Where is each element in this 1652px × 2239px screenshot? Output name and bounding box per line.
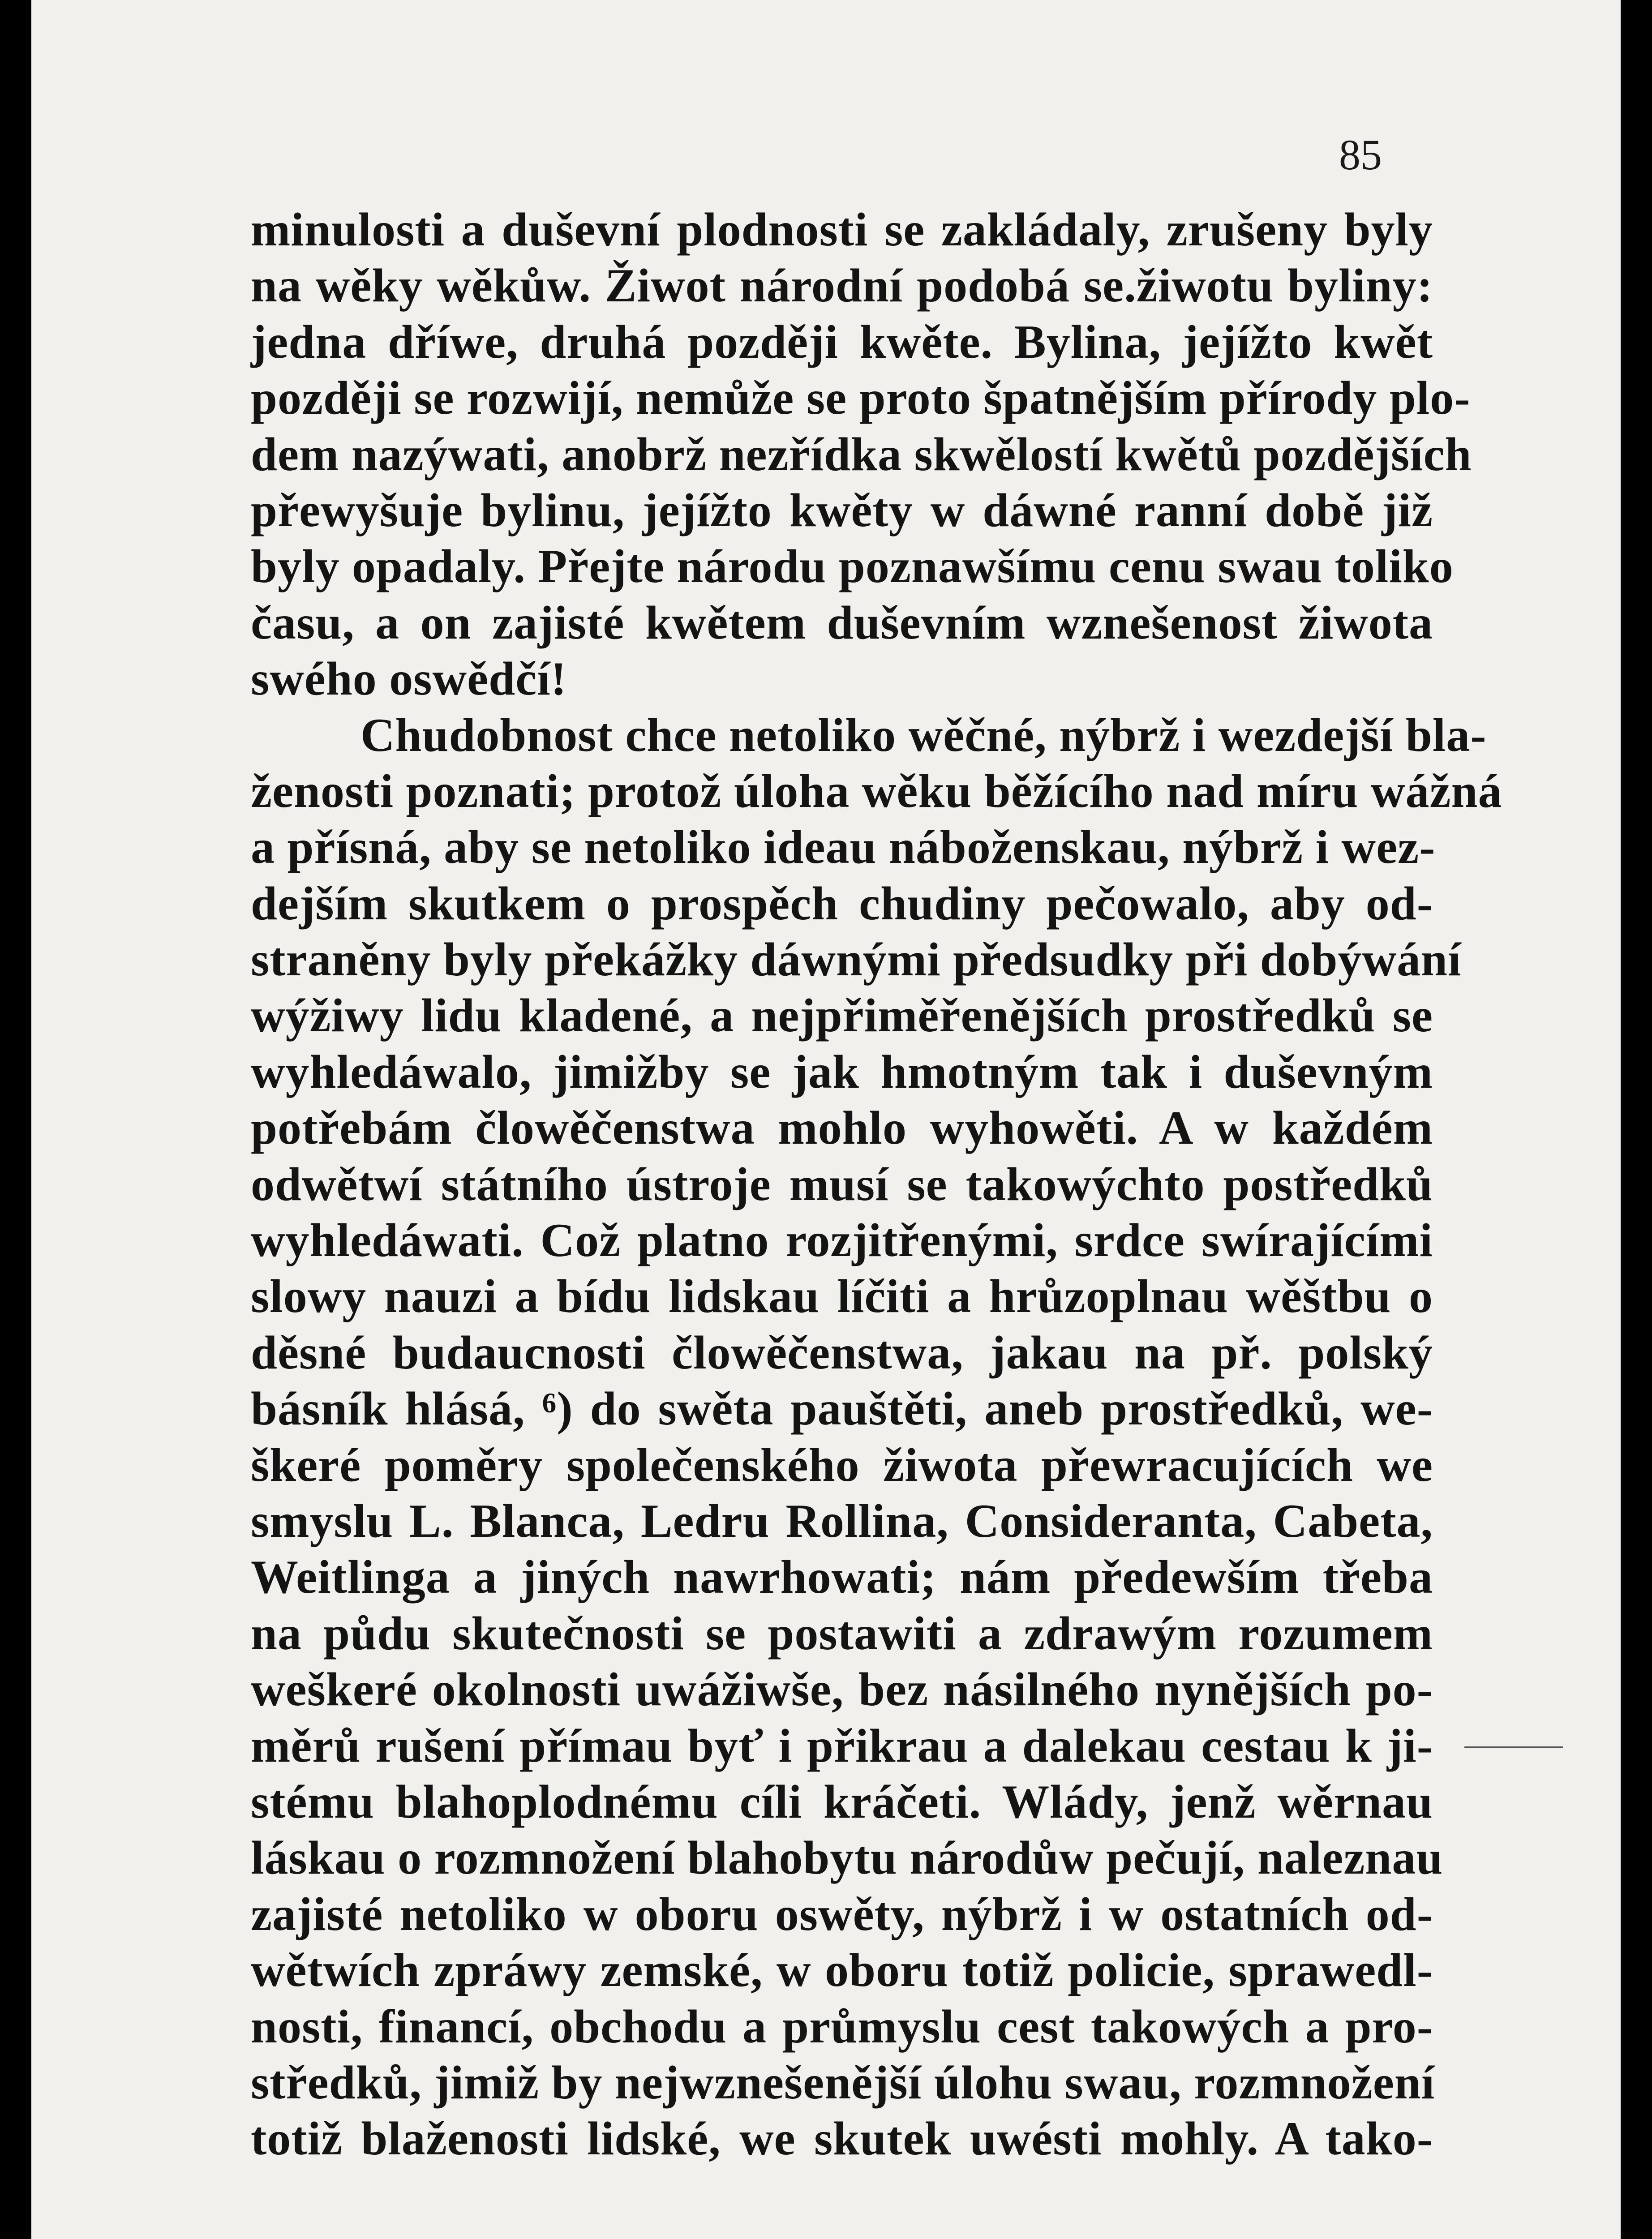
text-line: swého oswědčí! xyxy=(251,652,567,705)
text-line: děsné budaucnosti člowěčenstwa, jakau na př. polský xyxy=(251,1326,1433,1379)
book-page xyxy=(31,0,1626,2239)
text-line: zajisté netoliko w oboru oswěty, nýbrž i w ostatních od- xyxy=(251,1887,1433,1940)
text-line: weškeré okolnosti uwážiwše, bez násilného nynějších po- xyxy=(251,1663,1433,1716)
text-line: potřebám člowěčenstwa mohlo wyhowěti. A w každém xyxy=(251,1102,1433,1154)
text-line: Weitlinga a jiných nawrhowati; nám předewším třeba xyxy=(251,1551,1433,1604)
text-line: odwětwí státního ústroje musí se takowýchto postředků xyxy=(251,1158,1433,1210)
text-line: později se rozwijí, nemůže se proto špatnějším přírody plo- xyxy=(251,372,1471,425)
text-line: jedna dříwe, druhá později kwěte. Bylina, jejížto kwět xyxy=(251,315,1433,368)
text-line: času, a on zajisté kwětem duševním wznešenost žiwota xyxy=(251,596,1433,649)
text-line: slowy nauzi a bídu lidskau líčiti a hrůzoplnau wěštbu o xyxy=(251,1270,1433,1323)
body-text xyxy=(251,202,1502,2167)
text-line: wyhledáwalo, jimižby se jak hmotným tak i duševným xyxy=(251,1045,1433,1098)
text-line: na půdu skutečnosti se postawiti a zdrawým rozumem xyxy=(251,1607,1433,1660)
text-line: minulosti a duševní plodnosti se zakládaly, zrušeny byly xyxy=(251,203,1433,256)
margin-mark xyxy=(1464,1746,1563,1748)
text-line: měrů rušení přímau byť i přikrau a dalekau cestau k ji- xyxy=(251,1719,1433,1772)
text-line: wyhledáwati. Což platno rozjitřenými, srdce swírajícími xyxy=(251,1214,1433,1267)
text-line: láskau o rozmnožení blahobytu národůw pečují, naleznau xyxy=(251,1832,1443,1884)
scan-edge xyxy=(1621,0,1652,2239)
text-line: byly opadaly. Přejte národu poznawšímu cenu swau toliko xyxy=(251,540,1454,593)
page-number: 85 xyxy=(1339,131,1382,179)
text-line: straněny byly překážky dáwnými předsudky při dobýwání xyxy=(251,933,1462,986)
text-line: škeré poměry společenského žiwota přewracujících we xyxy=(251,1438,1433,1491)
text-line: wýžiwy lidu kladené, a nejpřiměřenějších prostředků se xyxy=(251,989,1433,1042)
text-line: Chudobnost chce netoliko wěčné, nýbrž i wezdejší bla- xyxy=(360,708,1487,761)
text-line: dem nazýwati, anobrž nezřídka skwělostí kwětů pozdějších xyxy=(251,428,1472,480)
text-line: smyslu L. Blanca, Ledru Rollina, Consideranta, Cabeta, xyxy=(251,1494,1433,1547)
text-line: dejším skutkem o prospěch chudiny pečowalo, aby od- xyxy=(251,877,1433,930)
text-line: nosti, financí, obchodu a průmyslu cest takowých a pro- xyxy=(251,2000,1433,2053)
text-line: básník hlásá, ⁶) do swěta pauštěti, aneb prostředků, we- xyxy=(251,1382,1433,1435)
text-line: přewyšuje bylinu, jejížto kwěty w dáwné ranní době již xyxy=(251,484,1433,536)
text-line: wětwích zpráwy zemské, w oboru totiž policie, sprawedl- xyxy=(251,1944,1433,1997)
text-line: na wěky wěkůw. Žiwot národní podobá se.žiwotu byliny: xyxy=(251,259,1433,312)
text-line: stému blahoplodnému cíli kráčeti. Wlády, jenž wěrnau xyxy=(251,1775,1433,1828)
text-line: a přísná, aby se netoliko ideau náboženskau, nýbrž i wez- xyxy=(251,821,1436,874)
text-line: ženosti poznati; protož úloha wěku běžícího nad míru wážná xyxy=(251,764,1502,817)
text-line: totiž blaženosti lidské, we skutek uwésti mohly. A tako- xyxy=(251,2112,1433,2165)
text-line: středků, jimiž by nejwznešenější úlohu swau, rozmnožení xyxy=(251,2056,1435,2109)
